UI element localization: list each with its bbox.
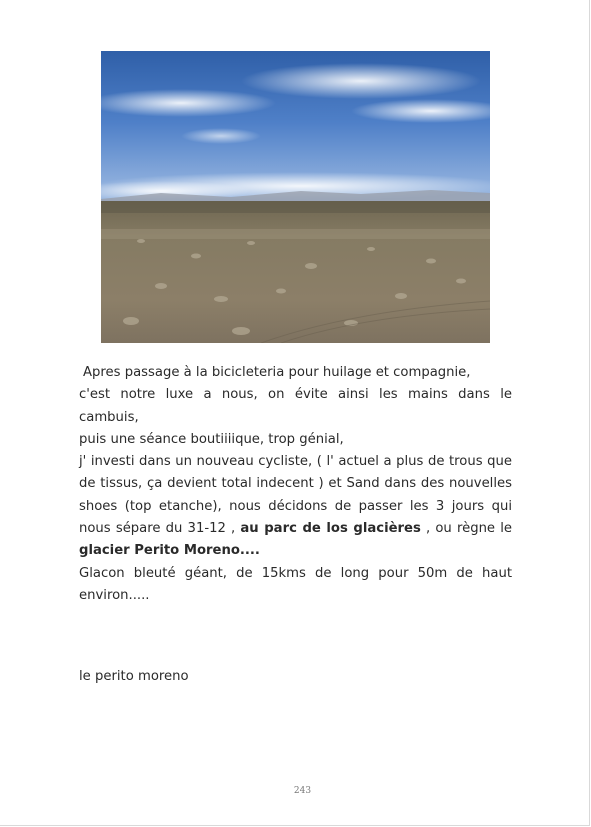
glacier-perito-moreno-bold: glacier Perito Moreno.... bbox=[79, 543, 260, 559]
caption: le perito moreno bbox=[79, 669, 189, 684]
paragraph-2-line-2: cambuis, bbox=[79, 409, 139, 425]
paragraph-5: Glacon bleuté géant, de 15kms de long pour 50m de haut environ..... bbox=[79, 565, 512, 603]
paragraph-1: Apres passage à la bicicleteria pour huilage et compagnie, bbox=[83, 365, 471, 380]
paragraph-2-line-1: c'est notre luxe a nous, on évite ainsi les mains dans le bbox=[79, 387, 512, 403]
parc-los-glaciares-bold: au parc de los glacières bbox=[240, 521, 421, 537]
paragraph-3: puis une séance boutiiiique, trop génial, bbox=[79, 431, 344, 447]
landscape-photo bbox=[101, 51, 490, 343]
paragraph-4-text-1: j' investi dans un nouveau cycliste, ( l' actuel a plus de trous que de tissus, ça devient total indecent ) et Sand dans des nouvelles shoes (top etanche), nous décidons de passer les 3 jours qui nous sépare du 31-12 , bbox=[79, 454, 512, 537]
paragraph-4-text-2: , ou règne le bbox=[420, 521, 512, 537]
paragraph-4 bbox=[79, 451, 512, 562]
body-text bbox=[79, 362, 512, 607]
page-number: 243 bbox=[293, 786, 312, 796]
